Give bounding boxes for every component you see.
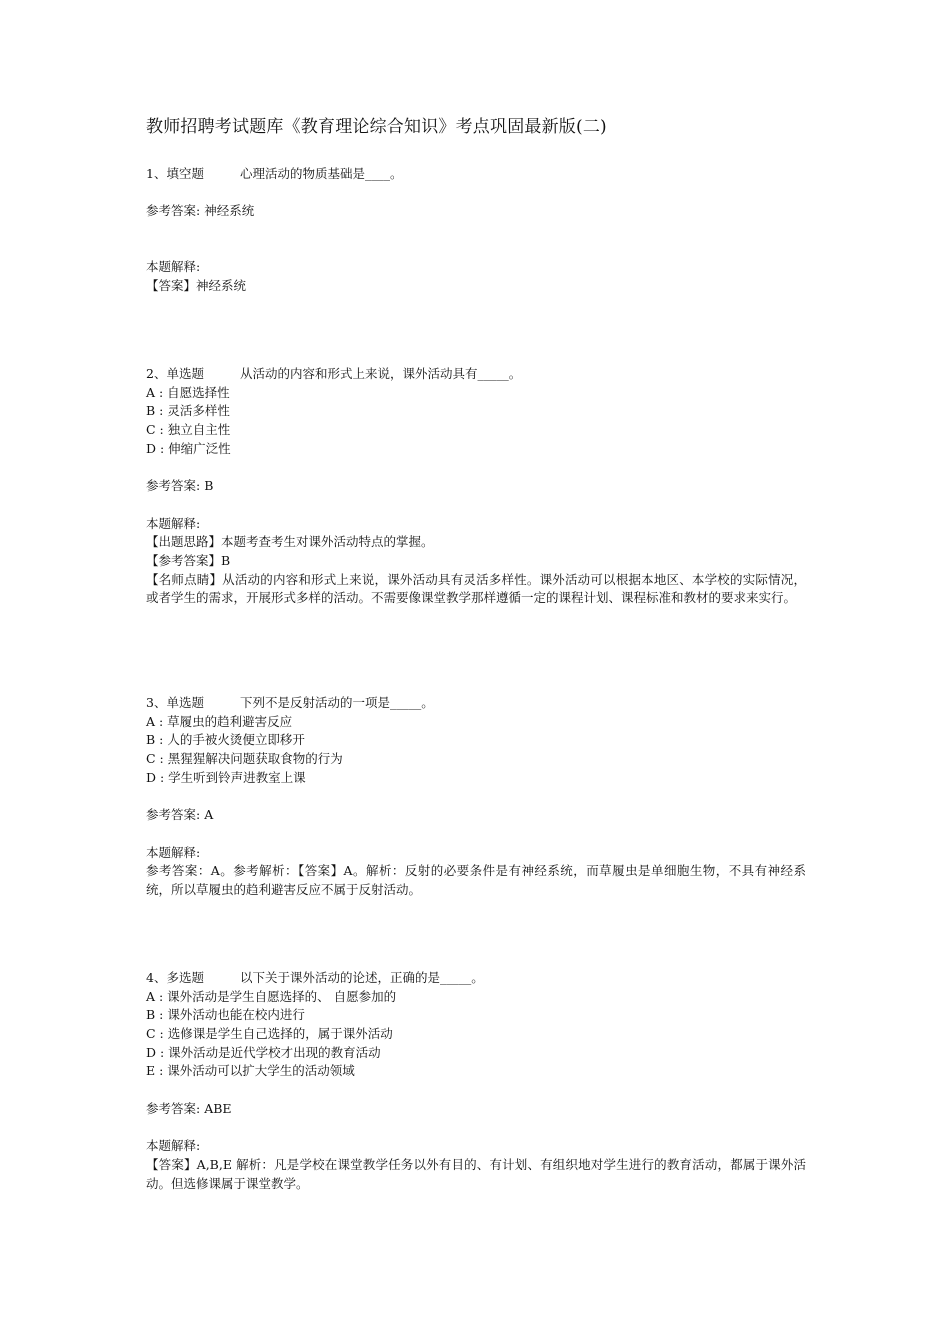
explanation-label: 本题解释: bbox=[146, 844, 201, 860]
question-stem: 下列不是反射活动的一项是_____。 bbox=[240, 695, 434, 710]
question-header bbox=[146, 694, 806, 713]
question-stem: 心理活动的物质基础是____。 bbox=[240, 166, 403, 181]
explanation-text: 【出题思路】本题考查考生对课外活动特点的掌握。 bbox=[146, 534, 434, 550]
question-number: 2、单选题 bbox=[146, 366, 204, 381]
option-a: A : 课外活动是学生自愿选择的、 自愿参加的 bbox=[146, 988, 397, 1004]
question-2 bbox=[146, 365, 806, 608]
question-number: 4、多选题 bbox=[146, 970, 204, 985]
question-3 bbox=[146, 694, 806, 900]
option-d: D : 学生听到铃声进教室上课 bbox=[146, 769, 306, 785]
explanation-text: 【参考答案】B bbox=[146, 552, 231, 568]
answer-label: 参考答案: bbox=[146, 807, 201, 823]
explanation-text: 参考答案：A。参考解析：【答案】A。解析：反射的必要条件是有神经系统，而草履虫是单细胞生物，不具有神经系统，所以草履虫的趋利避害反应不属于反射活动。 bbox=[146, 863, 806, 897]
option-b: B : 人的手被火烫便立即移开 bbox=[146, 732, 305, 748]
answer-value: A bbox=[204, 807, 214, 823]
question-4 bbox=[146, 969, 806, 1193]
option-c: C : 黑猩猩解决问题获取食物的行为 bbox=[146, 751, 343, 767]
option-b: B : 灵活多样性 bbox=[146, 403, 230, 419]
explanation-label: 本题解释: bbox=[146, 259, 201, 275]
reference-answer bbox=[146, 202, 806, 221]
explanation-label: 本题解释: bbox=[146, 515, 201, 531]
option-b: B : 课外活动也能在校内进行 bbox=[146, 1007, 305, 1023]
question-1 bbox=[146, 165, 806, 296]
reference-answer bbox=[146, 1100, 806, 1119]
option-d: D : 课外活动是近代学校才出现的教育活动 bbox=[146, 1044, 381, 1060]
answer-value: B bbox=[204, 478, 214, 494]
question-header bbox=[146, 165, 806, 184]
option-a: A : 自愿选择性 bbox=[146, 384, 230, 400]
answer-value: 神经系统 bbox=[204, 203, 255, 219]
page-title: 教师招聘考试题库《教育理论综合知识》考点巩固最新版(二) bbox=[146, 117, 607, 137]
question-number: 1、填空题 bbox=[146, 166, 204, 181]
explanation-text: 【答案】A,B,E 解析：凡是学校在课堂教学任务以外有目的、有计划、有组织地对学生进行的教育活动，都属于课外活动。但选修课属于课堂教学。 bbox=[146, 1156, 806, 1191]
question-number: 3、单选题 bbox=[146, 695, 204, 710]
reference-answer bbox=[146, 806, 806, 825]
explanation-label: 本题解释: bbox=[146, 1138, 201, 1154]
explanation-text: 【答案】神经系统 bbox=[146, 278, 247, 294]
question-stem: 从活动的内容和形式上来说，课外活动具有_____。 bbox=[240, 366, 522, 381]
option-c: C : 独立自主性 bbox=[146, 422, 231, 438]
question-header bbox=[146, 969, 806, 988]
option-d: D : 伸缩广泛性 bbox=[146, 440, 231, 456]
answer-label: 参考答案: bbox=[146, 478, 201, 494]
answer-label: 参考答案: bbox=[146, 203, 201, 219]
option-e: E : 课外活动可以扩大学生的活动领域 bbox=[146, 1063, 355, 1079]
reference-answer bbox=[146, 477, 806, 496]
answer-value: ABE bbox=[204, 1100, 232, 1116]
explanation-text: 【名师点睛】从活动的内容和形式上来说，课外活动具有灵活多样性。课外活动可以根据本地区、本学校的实际情况，或者学生的需求，开展形式多样的活动。不需要像课堂教学那样遵循一定的课程计划、课程标准和教材的要求来实行。 bbox=[146, 571, 806, 606]
option-c: C : 选修课是学生自己选择的，属于课外活动 bbox=[146, 1026, 393, 1042]
answer-label: 参考答案: bbox=[146, 1100, 201, 1116]
question-stem: 以下关于课外活动的论述，正确的是_____。 bbox=[240, 970, 484, 985]
option-a: A : 草履虫的趋利避害反应 bbox=[146, 713, 293, 729]
question-header bbox=[146, 365, 806, 384]
